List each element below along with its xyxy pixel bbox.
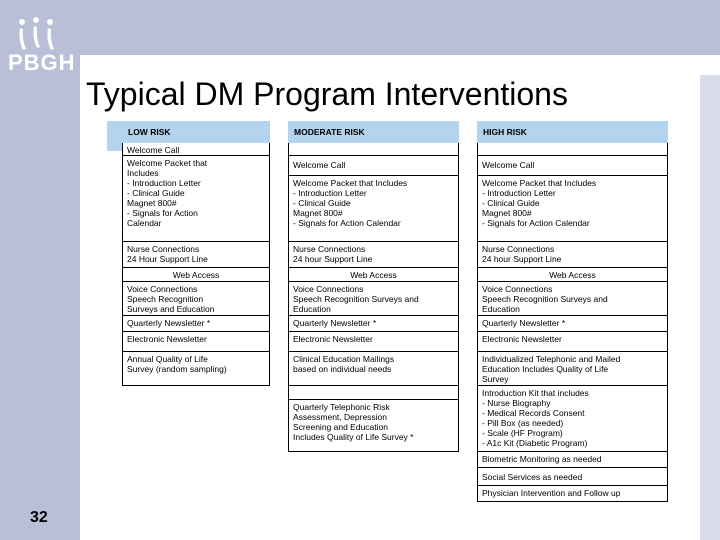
table-cell	[477, 352, 668, 386]
cell-text: Introduction Kit that includes	[482, 388, 589, 398]
table-cell	[477, 332, 668, 352]
table-cell	[122, 332, 270, 352]
slide-number: 32	[30, 509, 48, 526]
cell-text: Assessment, Depression	[293, 412, 388, 422]
table-cell	[477, 156, 668, 176]
right-edge-strip	[700, 75, 720, 540]
cell-text: Quarterly Newsletter *	[482, 318, 566, 328]
cell-text: Voice Connections	[482, 284, 553, 294]
logo-text: PBGH	[8, 50, 76, 75]
column-header: MODERATE RISK	[288, 121, 459, 143]
cell-text: 24 Hour Support Line	[127, 254, 208, 264]
table-cell	[288, 268, 459, 282]
cell-text: Survey	[482, 374, 509, 384]
cell-text: Electronic Newsletter	[127, 334, 207, 344]
cell-text: - Clinical Guide	[482, 198, 540, 208]
cell-text: Speech Recognition Surveys and	[482, 294, 608, 304]
cell-text: Speech Recognition Surveys and	[293, 294, 419, 304]
cell-text: Web Access	[350, 270, 397, 280]
cell-text: Includes	[127, 168, 159, 178]
cell-text: - Nurse Biography	[482, 398, 551, 408]
cell-text: - Clinical Guide	[293, 198, 351, 208]
cell-text: - Signals for Action Calendar	[293, 218, 401, 228]
table-cell	[477, 242, 668, 268]
cell-text: Survey (random sampling)	[127, 364, 227, 374]
cell-text: Welcome Packet that	[127, 158, 208, 168]
page-title: Typical DM Program Interventions	[86, 76, 568, 112]
cell-text: Education	[482, 304, 520, 314]
cell-text: - Signals for Action	[127, 208, 198, 218]
cell-text: Electronic Newsletter	[482, 334, 562, 344]
cell-text: Includes Quality of Life Survey *	[293, 432, 414, 442]
cell-text: Web Access	[549, 270, 596, 280]
table-cell	[288, 143, 459, 156]
cell-text: - Pill Box (as needed)	[482, 418, 564, 428]
table-cell	[477, 268, 668, 282]
cell-text: Quarterly Newsletter *	[127, 318, 211, 328]
cell-text: Annual Quality of Life	[127, 354, 208, 364]
table-cell	[288, 386, 459, 400]
cell-text: - Signals for Action Calendar	[482, 218, 590, 228]
table-cell	[477, 282, 668, 316]
table-cell	[122, 282, 270, 316]
table-cell	[122, 268, 270, 282]
cell-text: - Introduction Letter	[293, 188, 367, 198]
table-cell	[477, 176, 668, 242]
cell-text: Physician Intervention and Follow up	[482, 488, 621, 498]
cell-text: Welcome Call	[127, 145, 180, 155]
cell-text: Welcome Call	[482, 160, 535, 170]
table-cell	[288, 316, 459, 332]
cell-text: 24 hour Support Line	[482, 254, 562, 264]
cell-text: Quarterly Telephonic Risk	[293, 402, 390, 412]
cell-text: Clinical Education Mailings	[293, 354, 395, 364]
table-cell	[122, 143, 270, 156]
cell-text: Surveys and Education	[127, 304, 215, 314]
table-cell	[288, 242, 459, 268]
cell-text: Magnet 800#	[127, 198, 177, 208]
cell-text: - A1c Kit (Diabetic Program)	[482, 438, 588, 448]
cell-text: - Medical Records Consent	[482, 408, 585, 418]
column-header: HIGH RISK	[477, 121, 668, 143]
table-cell	[122, 316, 270, 332]
cell-text: Voice Connections	[127, 284, 198, 294]
table-cell	[288, 156, 459, 176]
low-risk-column	[122, 121, 270, 386]
table-cell	[477, 468, 668, 486]
cell-text: Social Services as needed	[482, 472, 583, 482]
cell-text: - Introduction Letter	[482, 188, 556, 198]
table-accent-block	[107, 121, 122, 151]
cell-text: Education	[293, 304, 331, 314]
cell-text: Speech Recognition	[127, 294, 204, 304]
cell-text: Screening and Education	[293, 422, 388, 432]
cell-text: Nurse Connections	[482, 244, 555, 254]
sidebar-band	[0, 0, 80, 540]
cell-text: 24 hour Support Line	[293, 254, 373, 264]
cell-text: Welcome Call	[293, 160, 346, 170]
cell-text: Web Access	[172, 270, 220, 280]
cell-text: Nurse Connections	[127, 244, 200, 254]
cell-text: Electronic Newsletter	[293, 334, 373, 344]
table-cell	[288, 400, 459, 452]
table-cell	[122, 156, 270, 242]
table-cell	[122, 242, 270, 268]
cell-text: Voice Connections	[293, 284, 364, 294]
table-cell	[288, 352, 459, 386]
cell-text: Biometric Monitoring as needed	[482, 454, 602, 464]
table-cell	[288, 176, 459, 242]
cell-text: Magnet 800#	[293, 208, 343, 218]
table-cell	[477, 143, 668, 156]
column-header: LOW RISK	[122, 121, 270, 143]
cell-text: Calendar	[127, 218, 162, 228]
cell-text: Welcome Packet that Includes	[293, 178, 408, 188]
high-risk-column	[477, 121, 668, 502]
cell-text: Nurse Connections	[293, 244, 366, 254]
moderate-risk-column	[288, 121, 459, 452]
cell-text: Quarterly Newsletter *	[293, 318, 377, 328]
cell-text: - Introduction Letter	[127, 178, 201, 188]
table-cell	[288, 282, 459, 316]
table-cell	[288, 332, 459, 352]
table-cell	[122, 352, 270, 386]
table-cell	[477, 386, 668, 452]
cell-text: - Clinical Guide	[127, 188, 185, 198]
cell-text: Welcome Packet that Includes	[482, 178, 597, 188]
table-cell	[477, 316, 668, 332]
cell-text: Education Includes Quality of Life	[482, 364, 609, 374]
cell-text: - Scale (HF Program)	[482, 428, 563, 438]
header-band	[80, 0, 720, 55]
cell-text: Magnet 800#	[482, 208, 532, 218]
cell-text: based on individual needs	[293, 364, 392, 374]
table-cell	[477, 486, 668, 502]
table-cell	[477, 452, 668, 468]
cell-text: Individualized Telephonic and Mailed	[482, 354, 621, 364]
